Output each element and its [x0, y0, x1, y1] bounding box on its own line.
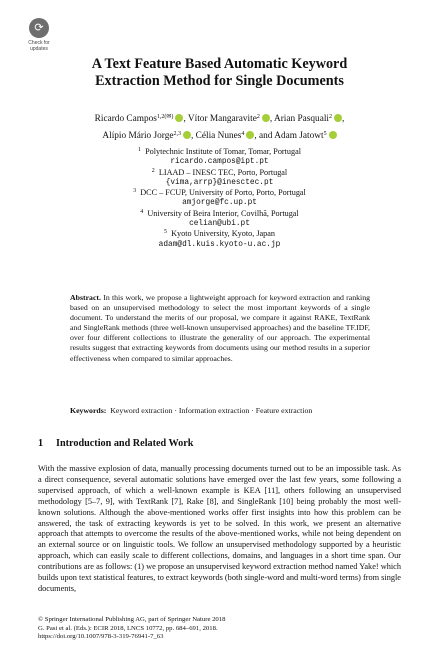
- affiliation-email[interactable]: celian@ubi.pt: [189, 220, 250, 229]
- section-title: Introduction and Related Work: [56, 438, 194, 449]
- author-sup: 4: [241, 131, 245, 137]
- copyright-line: © Springer International Publishing AG, part of Springer Nature 2018: [38, 616, 226, 623]
- affiliation-name: DCC – FCUP, University of Porto, Porto, Portugal: [140, 188, 306, 198]
- affiliation-email[interactable]: amjorge@fc.up.pt: [182, 199, 257, 208]
- orcid-icon[interactable]: [329, 131, 337, 139]
- affiliation-email[interactable]: ricardo.campos@ipt.pt: [170, 158, 269, 167]
- abstract: [70, 293, 370, 364]
- orcid-icon[interactable]: [183, 131, 191, 139]
- affiliation-email[interactable]: adam@dl.kuis.kyoto-u.ac.jp: [158, 240, 281, 249]
- author-sup: 5: [323, 131, 327, 137]
- orcid-icon[interactable]: [334, 114, 342, 122]
- author-name: Vítor Mangaravite: [187, 114, 257, 124]
- keywords-label: Keywords:: [70, 406, 107, 415]
- author-name: Adam Jatowt: [274, 131, 324, 141]
- title-line-1: A Text Feature Based Automatic Keyword: [91, 56, 348, 72]
- author-name: Arian Pasquali: [274, 114, 329, 124]
- author-list: Ricardo Campos$^{1,2(✉)}$ , Vítor Mangaravite$^2$ , Arian Pasquali$^2$ , Alípio Mário Jorge$^{2,3}$ , Célia Nunes$^4$ , and Adam Jatowt$^5$: [94, 114, 345, 141]
- affiliation-name: University of Beira Interior, Covilhã, Portugal: [147, 208, 299, 218]
- check-for-updates-badge[interactable]: [20, 18, 58, 56]
- abstract-label: Abstract.: [70, 293, 101, 302]
- author-name: Alípio Mário Jorge: [102, 131, 174, 141]
- body-paragraph: With the massive explosion of data, manually processing documents turned out to be an impossible task. As a direct consequence, several automatic solutions have emerged over the last few years, some following a supervised approach, of which a well-known example is KEA [11], others following an unsupervised methodology [5–7, 9], with TextRank [7], Rake [8], and SingleRank [10] being probably the most well-known solutions. Although the above-mentioned works offer first insights into how this problem can be answered, the task of extracting keywords is yet to be solved. In this work, we present an alternative approach that attempts to overcome the results of the above-mentioned works, while not being dependent on an external source or on linguistic tools. We follow an unsupervised methodology supported by a heuristic approach, which can easily scale to different collections, domains, and languages in a short time span. Our contributions are as follows: (1) we propose an unsupervised keyword extraction method named Yake! which builds upon text statistical features, to extract keywords (both single-word and multi-word terms) from single documents,: [38, 464, 401, 593]
- author-name: Célia Nunes: [195, 131, 242, 141]
- orcid-icon[interactable]: [262, 114, 270, 122]
- affiliation-name: LIAAD – INESC TEC, Porto, Portugal: [158, 167, 288, 177]
- keywords-text: Keyword extraction · Information extraction · Feature extraction: [110, 406, 313, 415]
- affiliation-email[interactable]: {vima,arrp}@inesctec.pt: [165, 178, 274, 187]
- check-for-updates-label: Check for updates: [28, 40, 50, 52]
- section-number: 1: [38, 438, 44, 449]
- author-sup: 1,2(✉): [156, 114, 174, 120]
- affiliation-name: Polytechnic Institute of Tomar, Tomar, Portugal: [145, 147, 302, 156]
- section-heading: [38, 438, 193, 449]
- title-line-2: Extraction Method for Single Documents: [95, 73, 344, 89]
- doi-link[interactable]: https://doi.org/10.1007/978-3-319-76941-7_63: [38, 633, 164, 641]
- author-name: Ricardo Campos: [94, 114, 157, 124]
- affiliations: $^1$ Polytechnic Institute of Tomar, Tomar, Portugal ricardo.campos@ipt.pt $^2$ LIAAD – INESC TEC, Porto, Portugal {vima,arrp}@inesctec.pt $^3$ DCC – FCUP, University of Porto, Porto, Portugal amjorge@fc.up.pt $^4$ University of Beira Interior, Covilhã, Portugal celian@ubi.pt $^5$ Kyoto University, Kyoto, Japan adam@dl.kuis.kyoto-u.ac.jp: [40, 147, 399, 250]
- author-sup: 2: [329, 114, 332, 120]
- check-for-updates-icon: ⟳: [29, 18, 49, 38]
- paper-title: [60, 56, 379, 90]
- affiliation-name: Kyoto University, Kyoto, Japan: [171, 229, 275, 239]
- citation-line: G. Pasi et al. (Eds.): ECIR 2018, LNCS 10772, pp. 684–691, 2018.: [38, 624, 218, 632]
- author-sup: 2: [256, 114, 260, 120]
- footer: [38, 616, 401, 642]
- author-sup: 2,3: [173, 131, 182, 137]
- keywords: [70, 406, 380, 416]
- abstract-text: In this work, we propose a lightweight approach for keyword extraction and ranking based on an unsupervised methodology to select the most important keywords of a single document. To understand the merits of our proposal, we compare it against RAKE, TextRank and SingleRank methods (three well-known unsupervised approaches) and the baseline TF.IDF, over four different collections to illustrate the generality of our approach. The experimental results suggest that extracting keywords from documents using our method results in a superior effectiveness when compared to similar approaches.: [70, 293, 370, 363]
